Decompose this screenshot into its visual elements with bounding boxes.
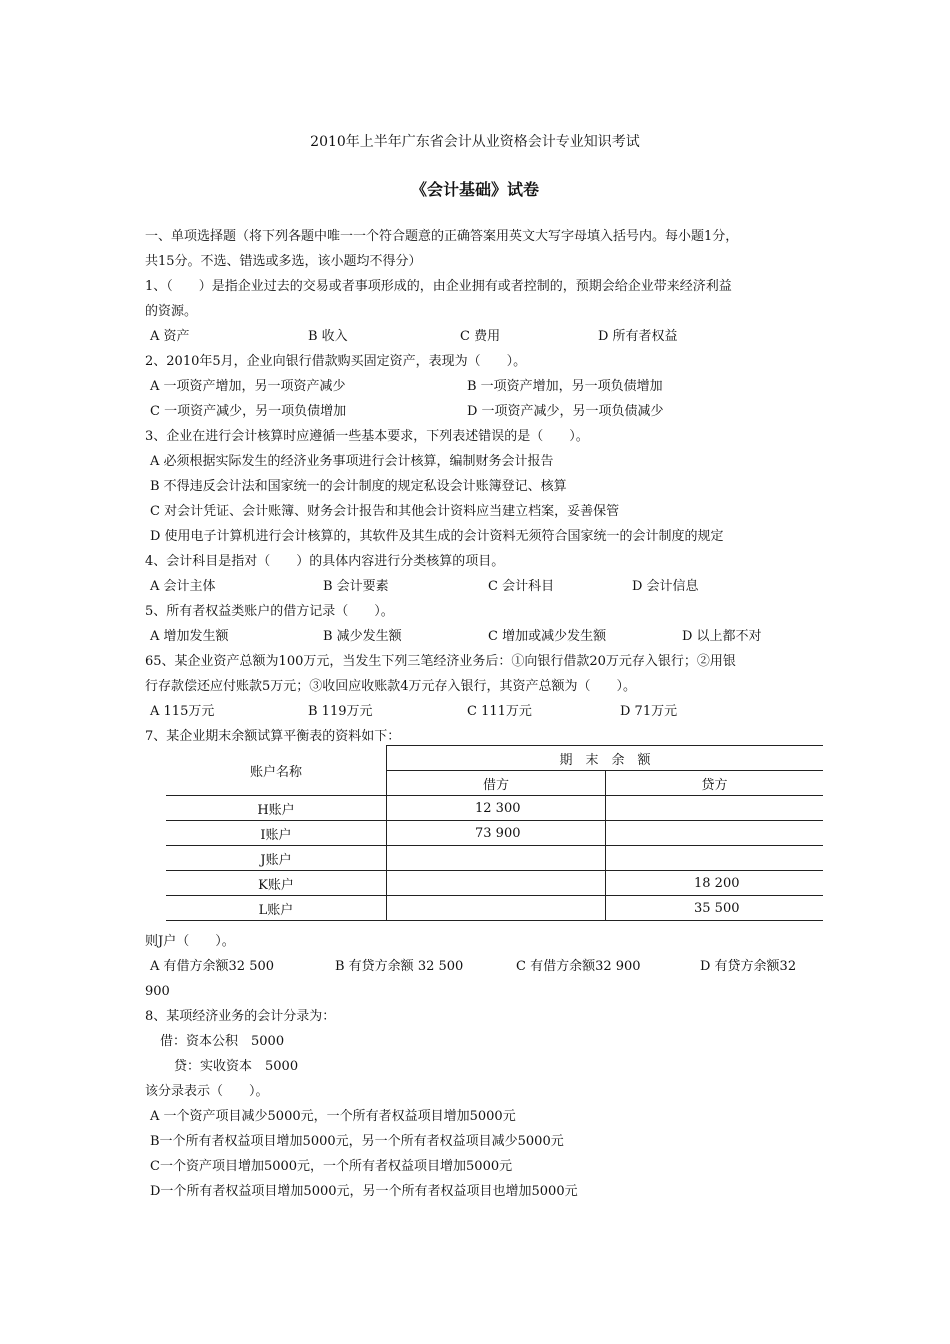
q8-option-b: B一个所有者权益项目增加5000元，另一个所有者权益项目减少5000元 — [150, 1134, 564, 1149]
credit-value: 18 200 — [606, 871, 824, 896]
q5-option-a: A 增加发生额 — [150, 629, 229, 644]
q2-option-c: C 一项资产减少，另一项负债增加 — [150, 404, 347, 419]
q6-option-a: A 115万元 — [150, 704, 215, 719]
q1-option-d: D 所有者权益 — [598, 329, 678, 344]
q3-stem: 3、企业在进行会计核算时应遵循一些基本要求，下列表述错误的是（ ）。 — [145, 429, 589, 444]
q7-stem: 7、某企业期末余额试算平衡表的资料如下： — [145, 729, 401, 744]
q8-entry-credit: 贷：实收资本 5000 — [174, 1059, 299, 1074]
q6-option-b: B 119万元 — [308, 704, 373, 719]
table-row — [166, 846, 823, 871]
q4-option-b: B 会计要素 — [323, 579, 389, 594]
q7-option-c: C 有借方余额32 900 — [516, 959, 641, 974]
q8-option-a: A 一个资产项目减少5000元，一个所有者权益项目增加5000元 — [150, 1109, 516, 1124]
table-row — [166, 896, 823, 921]
debit-value: 73 900 — [387, 821, 606, 846]
column-header-account: 账户名称 — [166, 746, 387, 796]
column-header-ending-balance: 期 末 余 额 — [387, 746, 824, 771]
q7-option-a: A 有借方余额32 500 — [150, 959, 275, 974]
q5-option-c: C 增加或减少发生额 — [488, 629, 607, 644]
column-header-debit: 借方 — [387, 771, 606, 796]
q1-option-b: B 收入 — [308, 329, 348, 344]
q2-option-d: D 一项资产减少，另一项负债减少 — [467, 404, 664, 419]
account-name: I账户 — [166, 821, 387, 846]
account-name: J账户 — [166, 846, 387, 871]
q4-option-c: C 会计科目 — [488, 579, 555, 594]
q3-option-a: A 必须根据实际发生的经济业务事项进行会计核算，编制财务会计报告 — [150, 454, 554, 469]
q4-option-d: D 会计信息 — [632, 579, 699, 594]
q8-question: 该分录表示（ ）。 — [145, 1084, 269, 1099]
account-name: K账户 — [166, 871, 387, 896]
credit-value: 35 500 — [606, 896, 824, 921]
q6-option-c: C 111万元 — [467, 704, 532, 719]
q1-option-c: C 费用 — [460, 329, 501, 344]
credit-value — [606, 821, 824, 846]
q8-stem: 8、某项经济业务的会计分录为： — [145, 1009, 336, 1024]
q7-option-b: B 有贷方余额 32 500 — [335, 959, 464, 974]
q7-question: 则J户（ ）。 — [145, 934, 235, 949]
account-name: H账户 — [166, 796, 387, 821]
q6-stem-line2: 行存款偿还应付账款5万元；③收回应收账款4万元存入银行，其资产总额为（ ）。 — [145, 679, 637, 694]
credit-value — [606, 796, 824, 821]
q6-stem-line1: 65、某企业资产总额为100万元，当发生下列三笔经济业务后：①向银行借款20万元存入银行；②用银 — [145, 654, 736, 669]
debit-value — [387, 896, 606, 921]
q2-option-b: B 一项资产增加，另一项负债增加 — [467, 379, 663, 394]
table-row — [166, 871, 823, 896]
column-header-credit: 贷方 — [606, 771, 824, 796]
credit-value — [606, 846, 824, 871]
q1-stem-line2: 的资源。 — [145, 304, 198, 319]
debit-value — [387, 871, 606, 896]
q3-option-c: C 对会计凭证、会计账簿、财务会计报告和其他会计资料应当建立档案，妥善保管 — [150, 504, 620, 519]
q2-stem: 2、2010年5月，企业向银行借款购买固定资产，表现为（ ）。 — [145, 354, 527, 369]
section-instructions-line2: 共15分。不选、错选或多选，该小题均不得分） — [145, 254, 422, 269]
trial-balance-table — [166, 745, 823, 921]
q1-stem-line1: 1、（ ）是指企业过去的交易或者事项形成的，由企业拥有或者控制的，预期会给企业带来经济利益 — [145, 279, 732, 294]
account-name: L账户 — [166, 896, 387, 921]
q5-stem: 5、所有者权益类账户的借方记录（ ）。 — [145, 604, 394, 619]
q2-option-a: A 一项资产增加，另一项资产减少 — [150, 379, 346, 394]
q1-option-a: A 资产 — [150, 329, 190, 344]
q3-option-b: B 不得违反会计法和国家统一的会计制度的规定私设会计账簿登记、核算 — [150, 479, 567, 494]
q8-option-c: C一个资产项目增加5000元，一个所有者权益项目增加5000元 — [150, 1159, 513, 1174]
paper-title: 《会计基础》试卷 — [410, 180, 539, 199]
debit-value: 12 300 — [387, 796, 606, 821]
exam-title: 2010年上半年广东省会计从业资格会计专业知识考试 — [310, 134, 640, 150]
q6-option-d: D 71万元 — [620, 704, 678, 719]
q7-option-d-continued: 900 — [145, 984, 170, 999]
table-row — [166, 796, 823, 821]
debit-value — [387, 846, 606, 871]
q4-option-a: A 会计主体 — [150, 579, 216, 594]
q5-option-d: D 以上都不对 — [682, 629, 762, 644]
q3-option-d: D 使用电子计算机进行会计核算的，其软件及其生成的会计资料无须符合国家统一的会计制度的规定 — [150, 529, 724, 544]
table-row — [166, 821, 823, 846]
q4-stem: 4、会计科目是指对（ ）的具体内容进行分类核算的项目。 — [145, 554, 505, 569]
q7-option-d: D 有贷方余额32 — [700, 959, 797, 974]
q8-option-d: D一个所有者权益项目增加5000元，另一个所有者权益项目也增加5000元 — [150, 1184, 578, 1199]
section-instructions-line1: 一、单项选择题（将下列各题中唯一一个符合题意的正确答案用英文大写字母填入括号内。每小题1分， — [145, 229, 739, 244]
q5-option-b: B 减少发生额 — [323, 629, 402, 644]
q8-entry-debit: 借：资本公积 5000 — [160, 1034, 285, 1049]
